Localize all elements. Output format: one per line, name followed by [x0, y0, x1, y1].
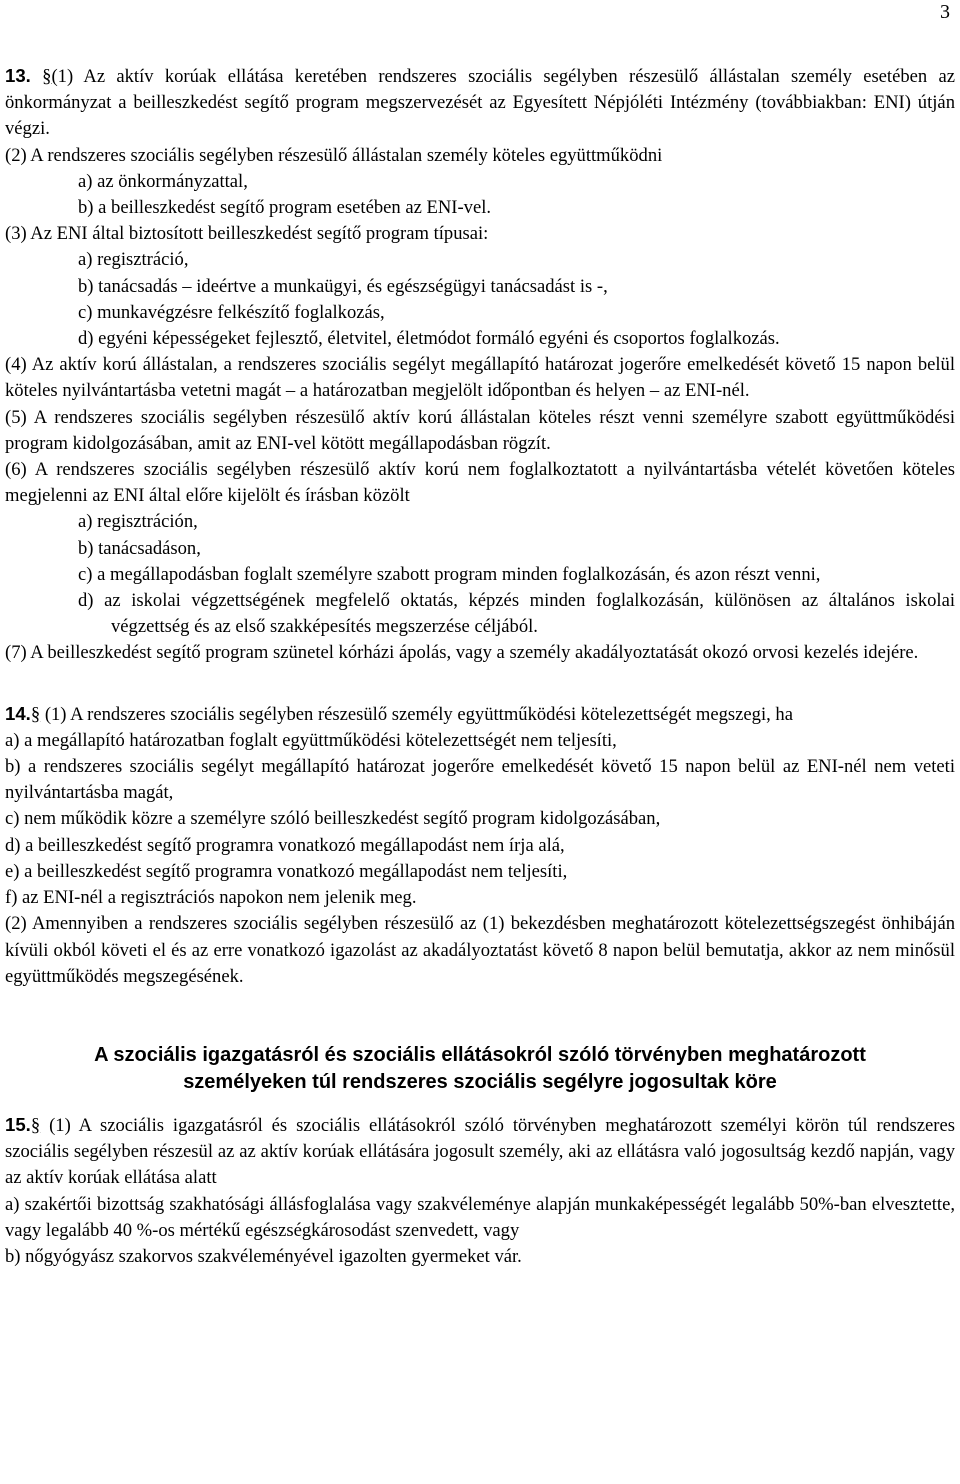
section-mark: § [30, 703, 41, 725]
list-item: a) regisztráció, [78, 249, 189, 271]
section-number: 13. [5, 65, 31, 86]
list-item: f) az ENI-nél a regisztrációs napokon nem jelenik meg. [5, 887, 417, 909]
section-number: 14. [5, 702, 31, 724]
page-number: 3 [940, 1, 950, 23]
list-item: b) a beilleszkedést segítő program esetében az ENI-vel. [78, 197, 492, 219]
section-13-paragraph-2: (2) A rendszeres szociális segélyben részesülő állástalan személy köteles együttműködni [5, 144, 663, 166]
paragraph-text: (1) A rendszeres szociális segélyben részesülő személy együttműködési kötelezettségét megszegi, ha [44, 703, 793, 725]
paragraph-text: (1) A szociális igazgatásról és szociális ellátásokról szóló törvényben meghatározott személyi körön túl rendszeres szociális segélyben részesül az az aktív korúak ellátására jogosult személy, aki az ellátásra való jogosultság kezdő napján, vagy az aktív korúak ellátása alatt [5, 1114, 955, 1189]
list-item: b) nőgyógyász szakorvos szakvéleményével igazolten gyermeket vár. [5, 1245, 522, 1267]
list-item: a) a megállapító határozatban foglalt együttműködési kötelezettségét nem teljesíti, [5, 729, 617, 751]
list-item: c) nem működik közre a személyre szóló beilleszkedést segítő program kidolgozásában, [5, 808, 661, 830]
section-15-paragraph-1 [5, 1112, 955, 1192]
section-spacer [5, 990, 955, 1042]
list-item: e) a beilleszkedést segítő programra vonatkozó megállapodást nem teljesíti, [5, 860, 568, 882]
list-item: c) a megállapodásban foglalt személyre szabott program minden foglalkozásán, és azon részt venni, [78, 563, 821, 585]
list-item: d) a beilleszkedést segítő programra vonatkozó megállapodást nem írja alá, [5, 834, 565, 856]
section-mark: § [42, 66, 52, 87]
heading-line-2: személyeken túl rendszeres szociális segélyre jogosultak köre [183, 1070, 777, 1093]
section-14-paragraph-2: (2) Amennyiben a rendszeres szociális segélyben részesülő az (1) bekezdésben meghatározott kötelezettségszegést önhibáján kívüli okból követi el és az erre vonatkozó igazolást az akadályoztatást követő 8 napon belül bemutatja, akkor az nem minősül együttműködés megszegésének. [5, 913, 955, 987]
list-item: b) tanácsadáson, [78, 537, 201, 559]
section-13-paragraph-6: (6) A rendszeres szociális segélyben részesülő aktív korú nem foglalkoztatott a nyilvántartásba vételét követően köteles megjelenni az ENI által előre kijelölt és írásban közölt [5, 459, 955, 507]
section-13-paragraph-4: (4) Az aktív korú állástalan, a rendszeres szociális segélyt megállapító határozat jogerőre emelkedését követő 15 napon belül köteles nyilvántartásba vetetni magát – a határozatban megjelölt időpontban és helyen – az ENI-nél. [5, 354, 955, 402]
list-item: b) a rendszeres szociális segélyt megállapító határozat jogerőre emelkedését követő 15 napon belül az ENI-nél nem veteti nyilvántartásba magát, [5, 756, 955, 804]
list-item: d) egyéni képességeket fejlesztő, életvitel, életmódot formáló egyéni és csoportos foglalkozás. [78, 328, 780, 350]
section-13-paragraph-7: (7) A beilleszkedést segítő program szünetel kórházi ápolás, vagy a személy akadályoztatását okozó orvosi kezelés idejére. [5, 642, 919, 664]
section-13-paragraph-3: (3) Az ENI által biztosított beilleszkedést segítő program típusai: [5, 223, 489, 245]
section-13-paragraph-5: (5) A rendszeres szociális segélyben részesülő aktív korú állástalan köteles részt venni személyre szabott együttműködési program kidolgozásában, amit az ENI-vel kötött megállapodásban rögzít. [5, 406, 955, 454]
section-spacer [5, 1096, 955, 1112]
heading-line-1: A szociális igazgatásról és szociális ellátásokról szóló törvényben meghatározott [94, 1043, 866, 1066]
section-mark: § [30, 1114, 41, 1136]
section-heading [5, 1042, 955, 1096]
section-14-paragraph-1 [5, 701, 955, 728]
section-spacer [5, 667, 955, 701]
list-item: a) az önkormányzattal, [78, 170, 248, 192]
list-item: a) szakértői bizottság szakhatósági állásfoglalása vagy szakvéleménye alapján munkaképességét legalább 50%-ban elvesztette, vagy legalább 40 %-os mértékű egészségkárosodást szenvedett, vagy [5, 1193, 955, 1241]
section-13-paragraph-1 [5, 63, 955, 143]
paragraph-text: (1) Az aktív korúak ellátása keretében rendszeres szociális segélyben részesülő állástalan személy esetében az önkormányzat a beilleszkedést segítő program megszervezését az Egyesített Népjóléti Intézmény (továbbiakban: ENI) útján végzi. [5, 66, 955, 140]
document-body [5, 63, 955, 1270]
list-item: a) regisztráción, [78, 511, 198, 533]
list-item: b) tanácsadás – ideértve a munkaügyi, és egészségügyi tanácsadást is -, [78, 275, 608, 297]
list-item: d) az iskolai végzettségének megfelelő oktatás, képzés minden foglalkozásán, különösen az általános iskolai végzettség és az első szakképesítés megszerzése céljából. [78, 590, 955, 638]
section-number: 15. [5, 1113, 31, 1135]
list-item: c) munkavégzésre felkészítő foglalkozás, [78, 301, 385, 323]
